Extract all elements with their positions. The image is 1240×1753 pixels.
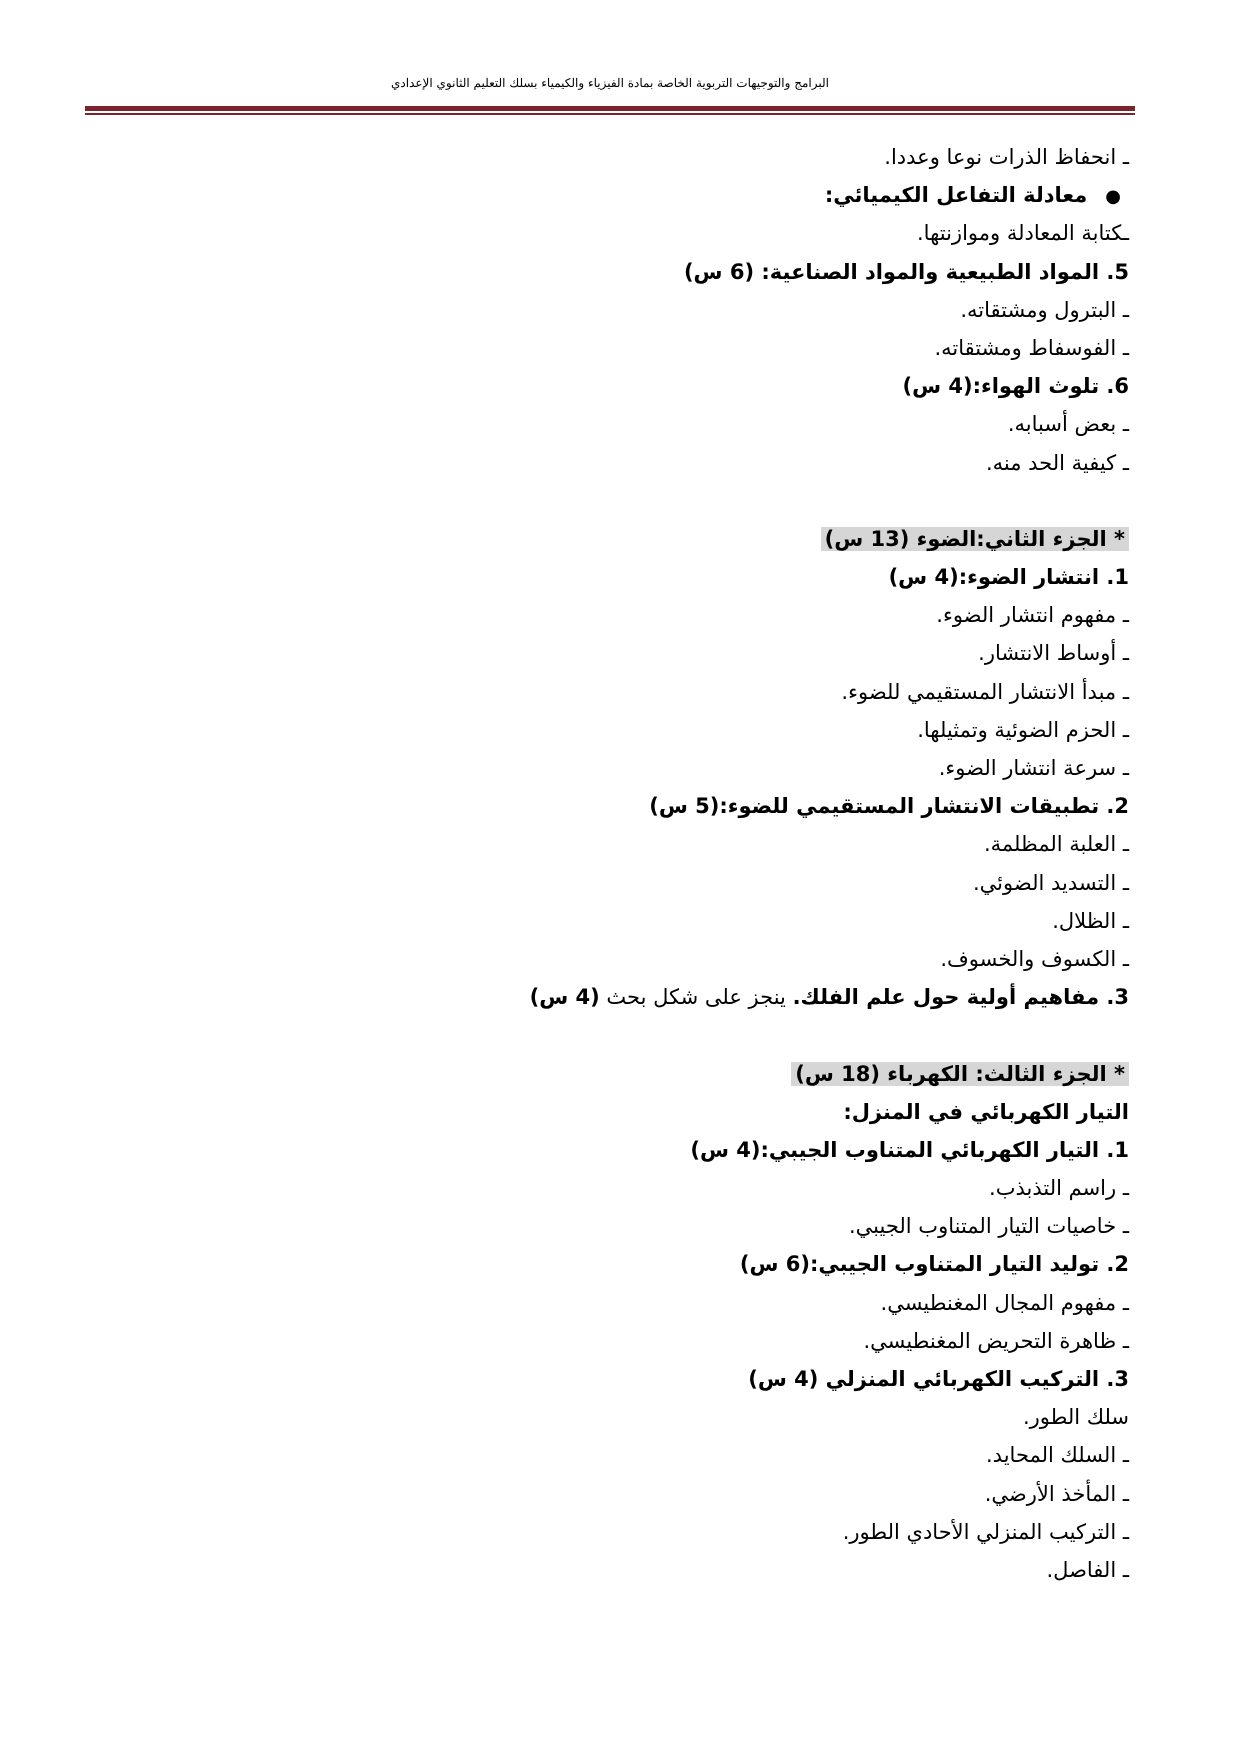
list-item: ـ خاصيات التيار المتناوب الجيبي. [848,1214,1129,1239]
list-item: سلك الطور. [1022,1405,1129,1430]
header-rule-thick [85,106,1135,111]
list-item: ـ الفوسفاط ومشتقاته. [934,335,1129,360]
part-heading: * الجزء الثاني:الضوء (13 س) [89,520,1129,558]
subsection-heading: التيار الكهربائي في المنزل: [843,1099,1129,1124]
running-header: البرامج والتوجيهات التربوية الخاصة بمادة الفيزياء والكيمياء بسلك التعليم الثانوي الإعدادي [391,76,829,90]
list-item: ـ راسم التذبذب. [989,1176,1129,1201]
list-item: ـ مفهوم المجال المغنطيسي. [880,1290,1129,1315]
list-item: ـ بعض أسبابه. [1007,412,1129,437]
list-item: ـ الكسوف والخسوف. [940,946,1129,971]
list-item: ـ الحزم الضوئية وتمثيلها. [917,717,1129,742]
part-heading: * الجزء الثالث: الكهرباء (18 س) [89,1055,1129,1093]
bullet-heading: ●معادلة التفاعل الكيميائي: [89,176,1129,214]
section-heading: 6. تلوث الهواء:(4 س) [902,374,1129,399]
section-heading-mixed: 3. مفاهيم أولية حول علم الفلك. ينجز على شكل بحث (4 س) [529,985,1129,1010]
bullet-icon: ● [1105,186,1121,208]
spacer [89,1016,1129,1054]
section-heading: 2. توليد التيار المتناوب الجيبي:(6 س) [739,1252,1129,1277]
list-item: ـ سرعة انتشار الضوء. [938,756,1129,780]
list-item: ـ انحفاظ الذرات نوعا وعددا. [884,145,1129,169]
list-item: ـ التركيب المنزلي الأحادي الطور. [842,1519,1129,1544]
list-item: ـ المأخذ الأرضي. [984,1481,1129,1506]
list-item: ـكتابة المعادلة وموازنتها. [917,221,1129,246]
list-item: ـ البترول ومشتقاته. [960,297,1129,322]
header-rule-thin [85,113,1135,115]
list-item: ـ التسديد الضوئي. [972,870,1129,895]
section-heading: 1. انتشار الضوء:(4 س) [888,565,1129,590]
list-item: ـ الفاصل. [1046,1557,1129,1582]
list-item: ـ مفهوم انتشار الضوء. [936,603,1129,628]
list-item: ـ السلك المحايد. [986,1443,1129,1468]
section-heading: 5. المواد الطبيعية والمواد الصناعية: (6 س) [683,259,1129,284]
document-body [89,138,1129,1589]
list-item: ـ مبدأ الانتشار المستقيمي للضوء. [841,679,1129,704]
list-item: ـ الظلال. [1052,908,1129,933]
list-item: ـ أوساط الانتشار. [978,641,1129,666]
list-item: ـ ظاهرة التحريض المغنطيسي. [863,1328,1129,1353]
section-heading: 3. التركيب الكهربائي المنزلي (4 س) [748,1367,1129,1391]
list-item: ـ العلبة المظلمة. [983,832,1129,857]
section-heading: 1. التيار الكهربائي المتناوب الجيبي:(4 س) [690,1137,1129,1162]
spacer [89,482,1129,520]
section-heading: 2. تطبيقات الانتشار المستقيمي للضوء:(5 س) [649,794,1129,819]
list-item: ـ كيفية الحد منه. [985,450,1129,475]
